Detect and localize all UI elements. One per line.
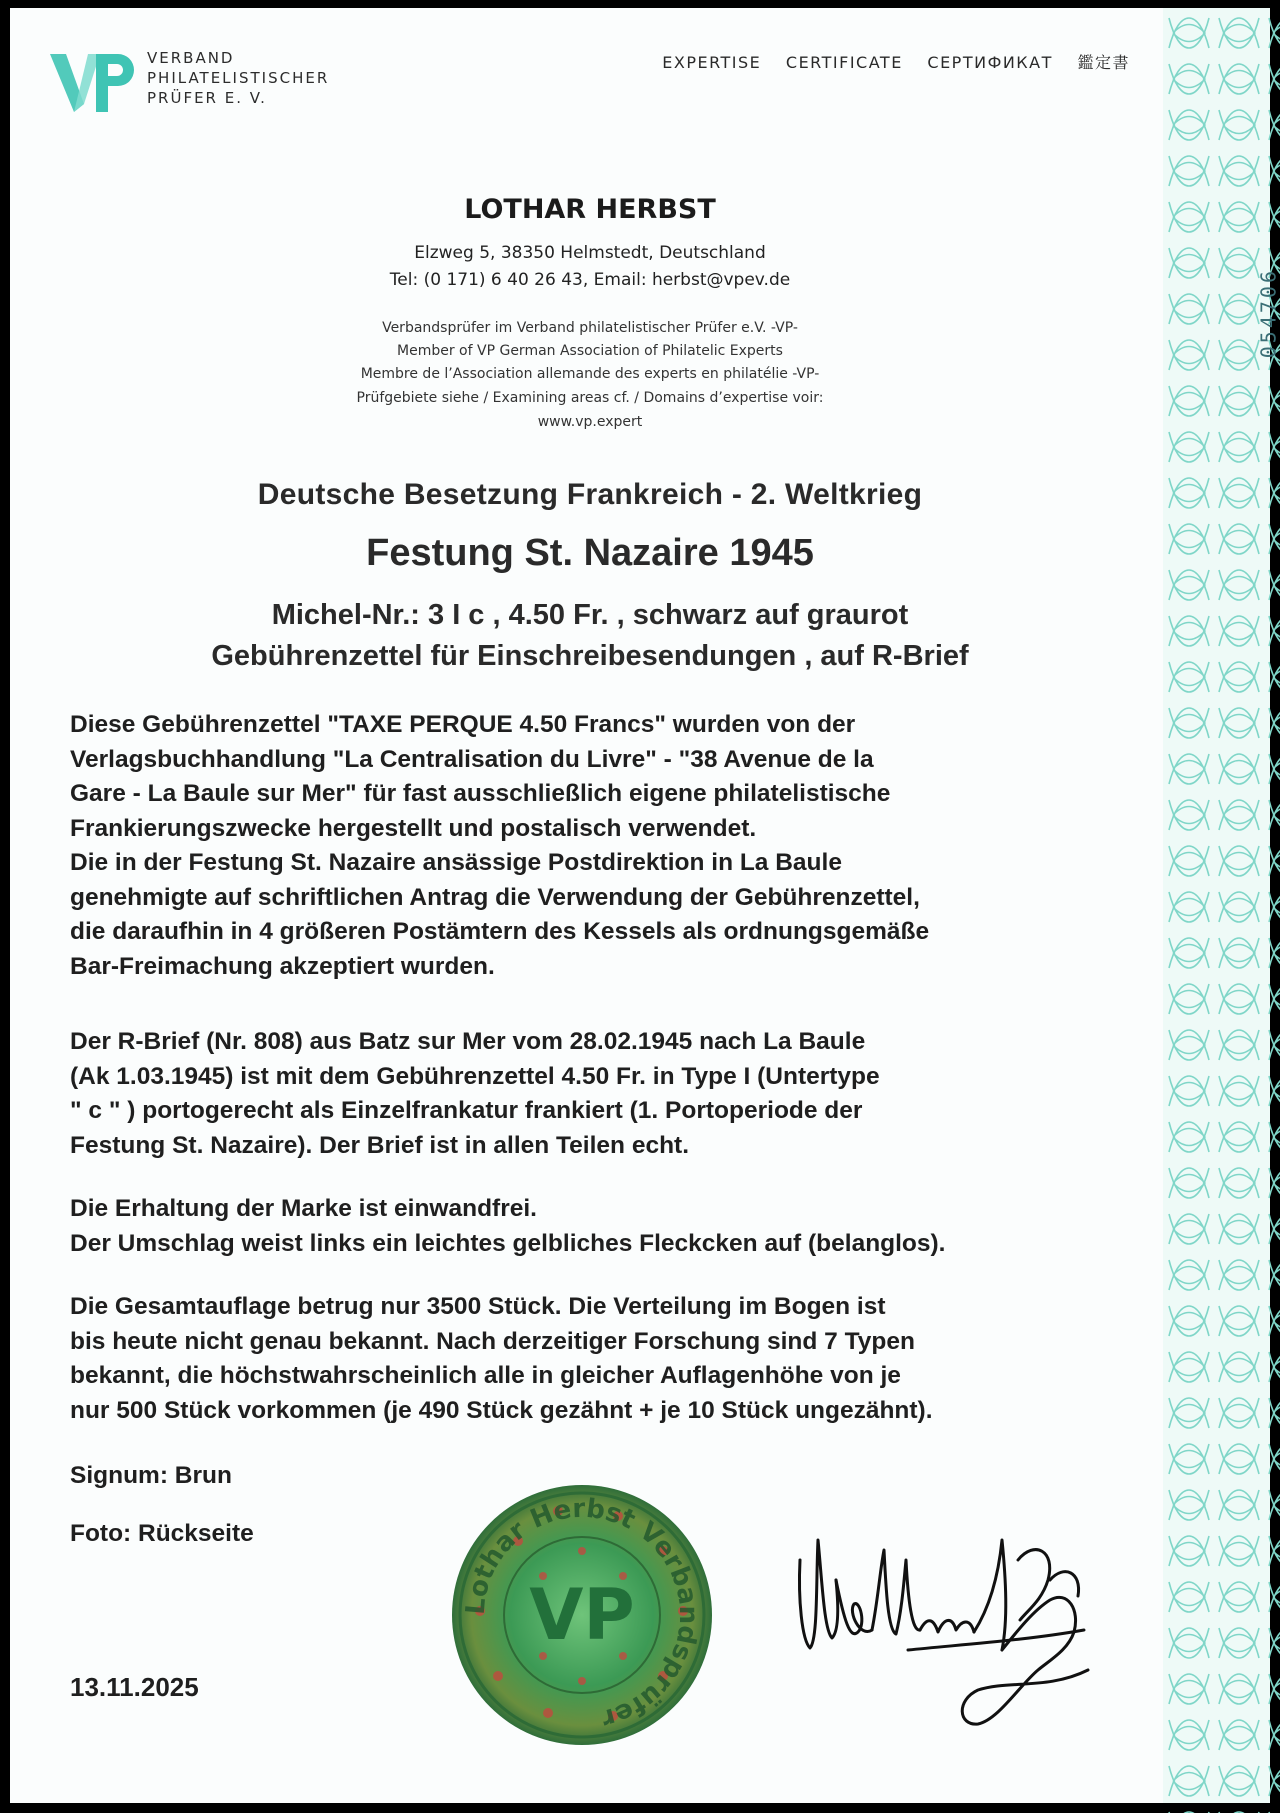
description-paragraph-2 xyxy=(70,1025,1170,1163)
expert-address: Elzweg 5, 38350 Helmstedt, Deutschland xyxy=(414,243,766,263)
doc-type-ja: 鑑定書 xyxy=(1077,53,1130,72)
expert-name: LOTHAR HERBST xyxy=(464,194,716,225)
doc-type-de: EXPERTISE xyxy=(662,53,762,72)
description-paragraph-3 xyxy=(70,1192,1170,1261)
text-line: bis heute nicht genau bekannt. Nach derzeitiger Forschung sind 7 Typen xyxy=(70,1327,915,1355)
org-line: VERBAND xyxy=(147,49,235,67)
text-line: Frankierungszwecke hergestellt und postalisch verwendet. xyxy=(70,814,757,842)
association-line: Verbandsprüfer im Verband philatelistischer Prüfer e.V. -VP- xyxy=(382,320,798,336)
text-line: Die Erhaltung der Marke ist einwandfrei. xyxy=(70,1195,537,1222)
certificate-number: 054706 xyxy=(1256,268,1280,359)
guilloche-pattern-icon xyxy=(1163,8,1270,1803)
expert-contact: Tel: (0 171) 6 40 26 43, Email: herbst@vpev.de xyxy=(389,270,791,290)
org-name xyxy=(147,48,329,108)
text-line: Der Umschlag weist links ein leichtes gelbliches Fleckcken auf (belanglos). xyxy=(70,1229,946,1257)
text-line: Der R-Brief (Nr. 808) aus Batz sur Mer vom 28.02.1945 nach La Baule xyxy=(70,1028,866,1055)
text-line: die daraufhin in 4 größeren Postämtern des Kessels als ordnungsgemäße xyxy=(70,918,930,945)
text-line: Gare - La Baule sur Mer" für fast ausschließlich eigene philatelistische xyxy=(70,780,891,807)
subject-area: Deutsche Besetzung Frankreich - 2. Weltkrieg xyxy=(257,478,923,511)
seal-center-text: VP xyxy=(529,1574,635,1656)
association-website: www.vp.expert xyxy=(537,414,643,430)
text-line: Verlagsbuchhandlung "La Centralisation du Livre" - "38 Avenue de la xyxy=(70,745,874,773)
text-line: (Ak 1.03.1945) ist mit dem Gebührenzettel 4.50 Fr. in Type I (Untertype xyxy=(70,1062,880,1090)
association-line: Prüfgebiete siehe / Examining areas cf. / Domains d’expertise voir: xyxy=(356,390,824,406)
photo-note: Foto: Rückseite xyxy=(70,1520,254,1547)
text-line: Bar-Freimachung akzeptiert wurden. xyxy=(70,952,495,980)
text-line: Festung St. Nazaire). Der Brief ist in allen Teilen echt. xyxy=(70,1131,689,1159)
text-line: Diese Gebührenzettel "TAXE PERQUE 4.50 Francs" wurden von der xyxy=(70,711,856,738)
text-line: Die in der Festung St. Nazaire ansässige Postdirektion in La Baule xyxy=(70,849,842,876)
handwritten-signature-icon xyxy=(788,1520,1104,1734)
association-line: Member of VP German Association of Philatelic Experts xyxy=(397,343,783,359)
seal-ring-text: Lothar Herbst Verbandsprüfer xyxy=(460,1493,704,1734)
guilloche-border xyxy=(1163,8,1280,1803)
text-line: Die Gesamtauflage betrug nur 3500 Stück. Die Verteilung im Bogen ist xyxy=(70,1293,886,1320)
hologram-seal-icon xyxy=(448,1481,716,1749)
description-paragraph-4 xyxy=(70,1290,1170,1428)
michel-number: Michel-Nr.: 3 I c , 4.50 Fr. , schwarz auf graurot xyxy=(271,599,909,631)
association-line: Membre de l’Association allemande des experts en philatélie -VP- xyxy=(360,366,820,382)
text-line: bekannt, die höchstwahrscheinlich alle in gleicher Auflagenhöhe von je xyxy=(70,1362,901,1389)
org-line: PHILATELISTISCHER xyxy=(147,69,330,87)
text-line: " c " ) portogerecht als Einzelfrankatur frankiert (1. Portoperiode der xyxy=(70,1097,863,1124)
doc-type-ru: СЕРТИФИКАТ xyxy=(927,53,1053,72)
item-description: Gebührenzettel für Einschreibesendungen , auf R-Brief xyxy=(211,640,969,672)
doc-type-en: CERTIFICATE xyxy=(785,53,903,72)
org-line: PRÜFER E. V. xyxy=(147,89,267,107)
text-line: nur 500 Stück vorkommen (je 490 Stück gezähnt + je 10 Stück ungezähnt). xyxy=(70,1396,933,1424)
certificate-sheet xyxy=(10,8,1170,1803)
text-line: genehmigte auf schriftlichen Antrag die Verwendung der Gebührenzettel, xyxy=(70,883,920,911)
document-type xyxy=(644,50,1130,73)
signum: Signum: Brun xyxy=(70,1462,232,1489)
vp-logo-icon xyxy=(48,48,138,118)
certificate-date: 13.11.2025 xyxy=(70,1672,199,1702)
subject-title: Festung St. Nazaire 1945 xyxy=(366,532,814,574)
description-paragraph-1 xyxy=(70,708,1170,984)
